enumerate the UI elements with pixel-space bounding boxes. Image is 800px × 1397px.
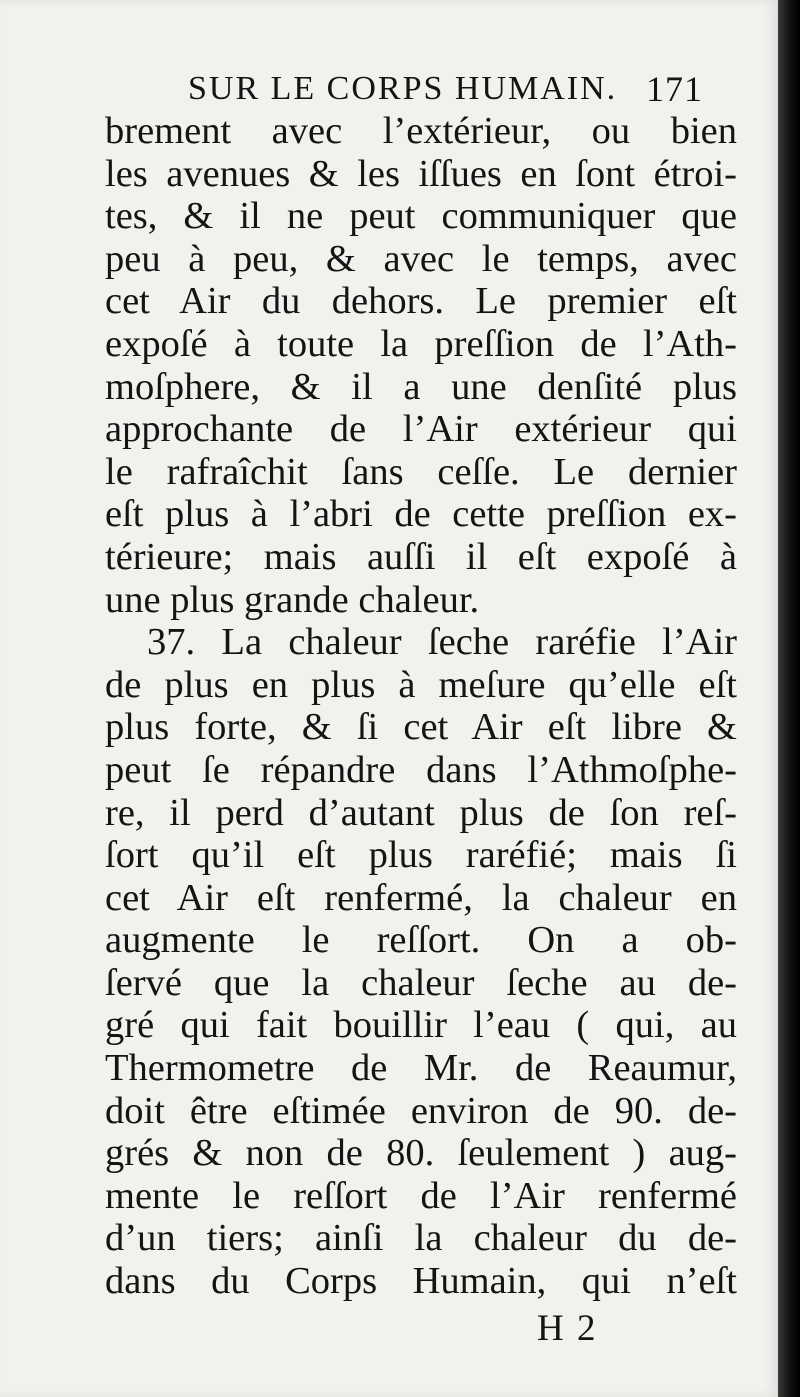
text-line: approchante de l’Air extérieur qui	[105, 408, 737, 451]
text-line: re, il perd d’autant plus de ſon reſ-	[105, 791, 737, 834]
body-text	[105, 110, 737, 1303]
text-line: cet Air eſt renfermé, la chaleur en	[105, 876, 737, 919]
text-line: plus forte, & ſi cet Air eſt libre &	[105, 706, 737, 749]
text-line: gré qui fait bouillir l’eau ( qui, au	[105, 1004, 737, 1047]
text-line: térieure; mais auſſi il eſt expoſé à	[105, 535, 737, 578]
text-line: dans du Corps Humain, qui n’eſt	[105, 1260, 737, 1303]
text-line: d’un tiers; ainſi la chaleur du de-	[105, 1217, 737, 1260]
text-line: augmente le reſſort. On a ob-	[105, 919, 737, 962]
page-number: 171	[646, 69, 703, 109]
text-line: ſort qu’il eſt plus raréfié; mais ſi	[105, 834, 737, 877]
text-line-paragraph-start: 37. La chaleur ſeche raréfie l’Air	[147, 621, 737, 664]
text-line: peu à peu, & avec le temps, avec	[105, 237, 737, 280]
page-edge-shadow	[778, 0, 800, 1397]
text-line: les avenues & les iſſues en ſont étroi-	[105, 152, 737, 195]
text-line: peut ſe répandre dans l’Athmoſphe-	[105, 748, 737, 791]
text-line: grés & non de 80. ſeulement ) aug-	[105, 1132, 737, 1175]
signature-mark: H 2	[537, 1308, 598, 1349]
text-line: expoſé à toute la preſſion de l’Ath-	[105, 322, 737, 365]
page-header	[188, 70, 768, 114]
text-line: mente le reſſort de l’Air renfermé	[105, 1174, 737, 1217]
text-line: doit être eſtimée environ de 90. de-	[105, 1089, 737, 1132]
text-line: eſt plus à l’abri de cette preſſion ex-	[105, 493, 737, 536]
text-line: de plus en plus à meſure qu’elle eſt	[105, 663, 737, 706]
text-line: une plus grande chaleur.	[105, 578, 480, 621]
text-line: moſphere, & il a une denſité plus	[105, 365, 737, 408]
text-line: tes, & il ne peut communiquer que	[105, 195, 737, 238]
text-line: cet Air du dehors. Le premier eſt	[105, 280, 737, 323]
text-line: brement avec l’extérieur, ou bien	[105, 110, 737, 152]
text-line: le rafraîchit ſans ceſſe. Le dernier	[105, 450, 737, 493]
text-line: Thermometre de Mr. de Reaumur,	[105, 1047, 737, 1090]
running-title: SUR LE CORPS HUMAIN.	[188, 70, 618, 107]
text-line: ſervé que la chaleur ſeche au de-	[105, 961, 737, 1004]
